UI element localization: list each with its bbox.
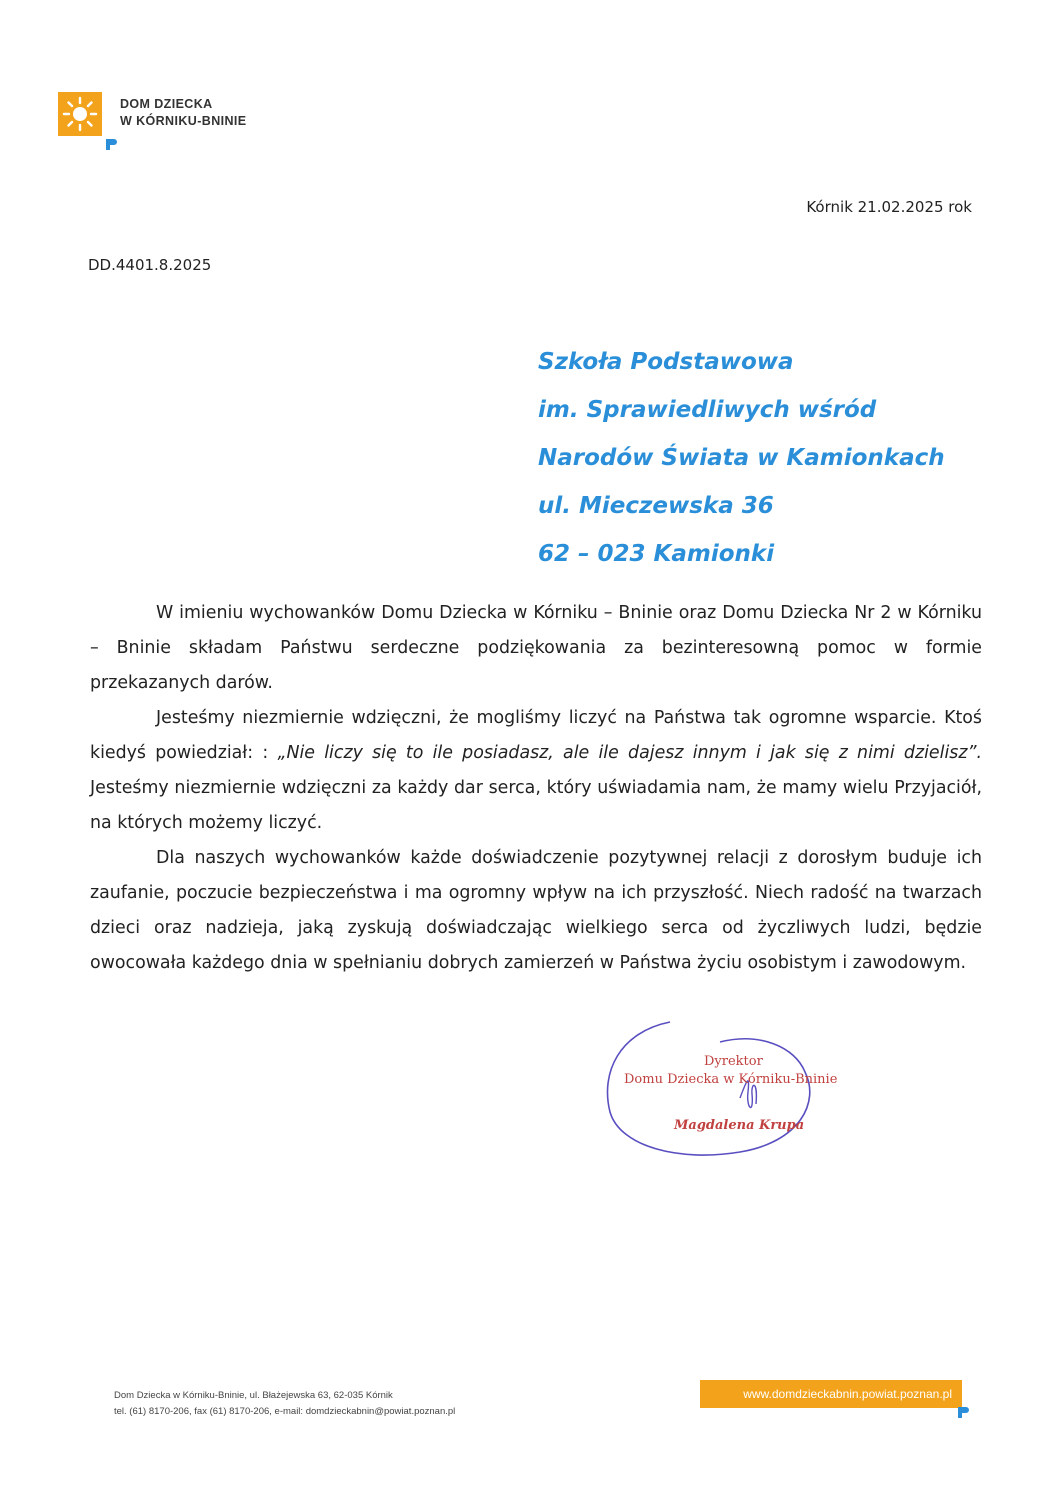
logo-line-1: DOM DZIECKA [120, 97, 213, 111]
paragraph-2 [90, 701, 982, 841]
logo-text [120, 96, 340, 130]
signature-icon [600, 1012, 880, 1162]
reference-number: DD.4401.8.2025 [88, 256, 212, 274]
letter-date: Kórnik 21.02.2025 rok [806, 198, 972, 216]
footer-contact [114, 1388, 455, 1420]
recipient-line: 62 – 023 Kamionki [538, 541, 775, 567]
logo-tail-icon [104, 136, 118, 155]
sun-logo-icon [58, 92, 102, 136]
paragraph-2-intro: Jesteśmy niezmiernie wdzięczni, że mogliśmy liczyć na Państwa tak ogromne wsparcie. Ktoś kiedyś powiedział: : [90, 708, 982, 763]
stamp-name: Magdalena Krupa [674, 1118, 805, 1133]
paragraph-1: W imieniu wychowanków Domu Dziecka w Kórniku – Bninie oraz Domu Dziecka Nr 2 w Kórniku – Bninie składam Państwu serdeczne podziękowania za bezinteresowną pomoc w formie przekazanych darów. [90, 603, 982, 693]
website-link[interactable]: www.domdzieckabnin.powiat.poznan.pl [700, 1380, 962, 1408]
stamp-title: Dyrektor [704, 1054, 763, 1069]
recipient-line: im. Sprawiedliwych wśród [538, 397, 877, 423]
letter-body [90, 596, 982, 981]
recipient-line: Narodów Świata w Kamionkach [538, 445, 945, 471]
recipient-line: ul. Mieczewska 36 [538, 493, 774, 519]
quote: „Nie liczy się to ile posiadasz, ale ile dajesz innym i jak się z nimi dzielisz”. [277, 743, 982, 763]
paragraph-3: Dla naszych wychowanków każde doświadczenie pozytywnej relacji z dorosłym buduje ich zaufanie, poczucie bezpieczeństwa i ma ogromny wpływ na ich przyszłość. Niech radość na twarzach dzieci oraz nadzieja, jaką zyskują doświadczając wielkiego serca od życzliwych ludzi, będzie owocowała każdego dnia w spełnianiu dobrych zamierzeń w Państwa życiu osobistym i zawodowym. [90, 848, 982, 973]
recipient-line: Szkoła Podstawowa [538, 349, 794, 375]
footer-address: Dom Dziecka w Kórniku-Bninie, ul. Błażejewska 63, 62-035 Kórnik [114, 1390, 393, 1401]
footer-phone-email: tel. (61) 8170-206, fax (61) 8170-206, e-mail: domdzieckabnin@powiat.poznan.pl [114, 1406, 456, 1417]
stamp-institution: Domu Dziecka w Kórniku-Bninie [624, 1072, 838, 1087]
recipient-address [538, 338, 945, 578]
paragraph-2-end: Jesteśmy niezmiernie wdzięczni za każdy dar serca, który uświadamia nam, że mamy wielu Przyjaciół, na których możemy liczyć. [90, 778, 982, 833]
signature-stamp [600, 1012, 880, 1162]
footer-tail-icon [956, 1404, 970, 1423]
logo-line-2: W KÓRNIKU-BNINIE [120, 114, 247, 128]
